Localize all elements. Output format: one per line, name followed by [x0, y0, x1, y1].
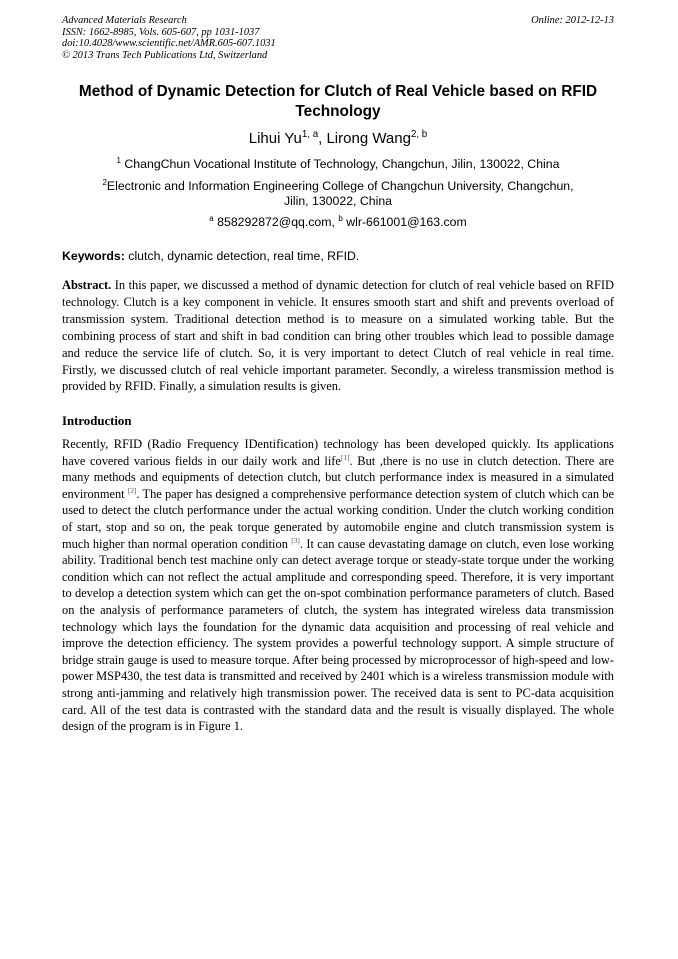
intro-seg-3: . The paper has designed a comprehensive performance detection system of clutch which can be used to detect the clutch performance under the actual working condition. Under the clutch working condition of start, stop and so on, the peak torque generated by automobile engine and clutch transmission system is much higher than normal operation condition	[62, 486, 614, 551]
aff-1-mark: 1	[116, 155, 121, 165]
introduction-body	[62, 436, 614, 735]
author-2-name: Lirong Wang	[326, 130, 411, 147]
abstract-text: In this paper, we discussed a method of dynamic detection for clutch of real vehicle based on RFID technology. Clutch is a key component in vehicle. It ensures smooth start and shift and prevents overload of transmission system. Traditional detection method is to measure on a simulated working table. But the combining process of start and shift in bad condition can bring other troubles which lead to possible damage and reduce the service life of clutch. So, it is very important to detect Clutch of real vehicle in real time. Firstly, we discussed clutch of real vehicle important parameter. Secondly, a wireless transmission method is provided by RFID. Finally, a simulation results is given.	[62, 278, 614, 394]
affiliation-2	[62, 179, 614, 210]
citation-2: [2]	[127, 485, 137, 495]
doi-line: doi:10.4028/www.scientific.net/AMR.605-607.1031	[62, 38, 276, 50]
journal-name: Advanced Materials Research	[62, 15, 187, 26]
intro-seg-2: . But ,there is no use in clutch detection. There are many methods and equipments of detection clutch, but clutch performance index is measured in a simulated environment	[62, 453, 614, 501]
keywords	[62, 249, 614, 264]
author-1-sup: 1, a	[301, 129, 319, 140]
citation-1: [1]	[340, 452, 350, 462]
email-b-mark: b	[338, 213, 343, 223]
email-a-mark: a	[209, 213, 214, 223]
author-1-name: Lihui Yu	[248, 130, 302, 147]
citation-3: [3]	[291, 535, 300, 545]
author-line	[62, 130, 614, 148]
abstract-label: Abstract.	[62, 278, 112, 292]
aff-1-text: ChangChun Vocational Institute of Technology, Changchun, Jilin, 130022, China	[124, 157, 560, 171]
copyright-line: © 2013 Trans Tech Publications Ltd, Switzerland	[62, 49, 268, 61]
paper-title: Method of Dynamic Detection for Clutch of Real Vehicle based on RFID Technology	[78, 83, 598, 120]
intro-seg-1: Recently, RFID (Radio Frequency IDentification) technology has been developed quickly. Its applications have covered various fields in our daily work and life	[62, 437, 614, 468]
journal-header	[62, 15, 614, 61]
issn-line: ISSN: 1662-8985, Vols. 605-607, pp 1031-1037	[62, 26, 260, 38]
author-separator: ,	[318, 130, 327, 147]
online-date: Online: 2012-12-13	[531, 15, 614, 26]
keywords-label: Keywords:	[62, 249, 125, 263]
email-line	[62, 215, 614, 230]
aff-2-mark: 2	[102, 177, 107, 187]
aff-2-text: Electronic and Information Engineering College of Changchun University, Changchun, Jilin, 130022, China	[106, 179, 574, 209]
email-a: 858292872@qq.com,	[217, 215, 335, 229]
author-2-sup: 2, b	[410, 129, 428, 140]
intro-seg-4: . It can cause devastating damage on clutch, even lose working ability. Traditional bench test machine only can detect average torque or steady-state torque under the working condition which can not reflect the actual amplitude and corresponding speed. Therefore, it is very important to develop a detection system which can get the on-spot combination performance parameters of clutch. Based on the analysis of performance parameters of clutch, the system has integrated wireless data transmission technology which lays the foundation for the dynamic data acquisition and processing of real vehicle and improve the detection efficiency. The system provides a powerful technology support. A simple structure of bridge strain gauge is used to measure torque. After being processed by microprocessor of high-speed and low-power MSP430, the test data is transmitted and received by 2401 which is a wireless transmission module with strong anti-jamming and relatively high transmission power. The received data is sent to PC-data acquisition card. All of the test data is contrasted with the standard data and the result is visually displayed. The whole design of the program is in Figure 1.	[62, 536, 614, 734]
abstract	[62, 277, 614, 395]
affiliation-1	[62, 157, 614, 172]
keywords-text: clutch, dynamic detection, real time, RFID.	[128, 249, 360, 263]
email-b: wlr-661001@163.com	[346, 215, 467, 229]
introduction-heading: Introduction	[62, 414, 132, 428]
